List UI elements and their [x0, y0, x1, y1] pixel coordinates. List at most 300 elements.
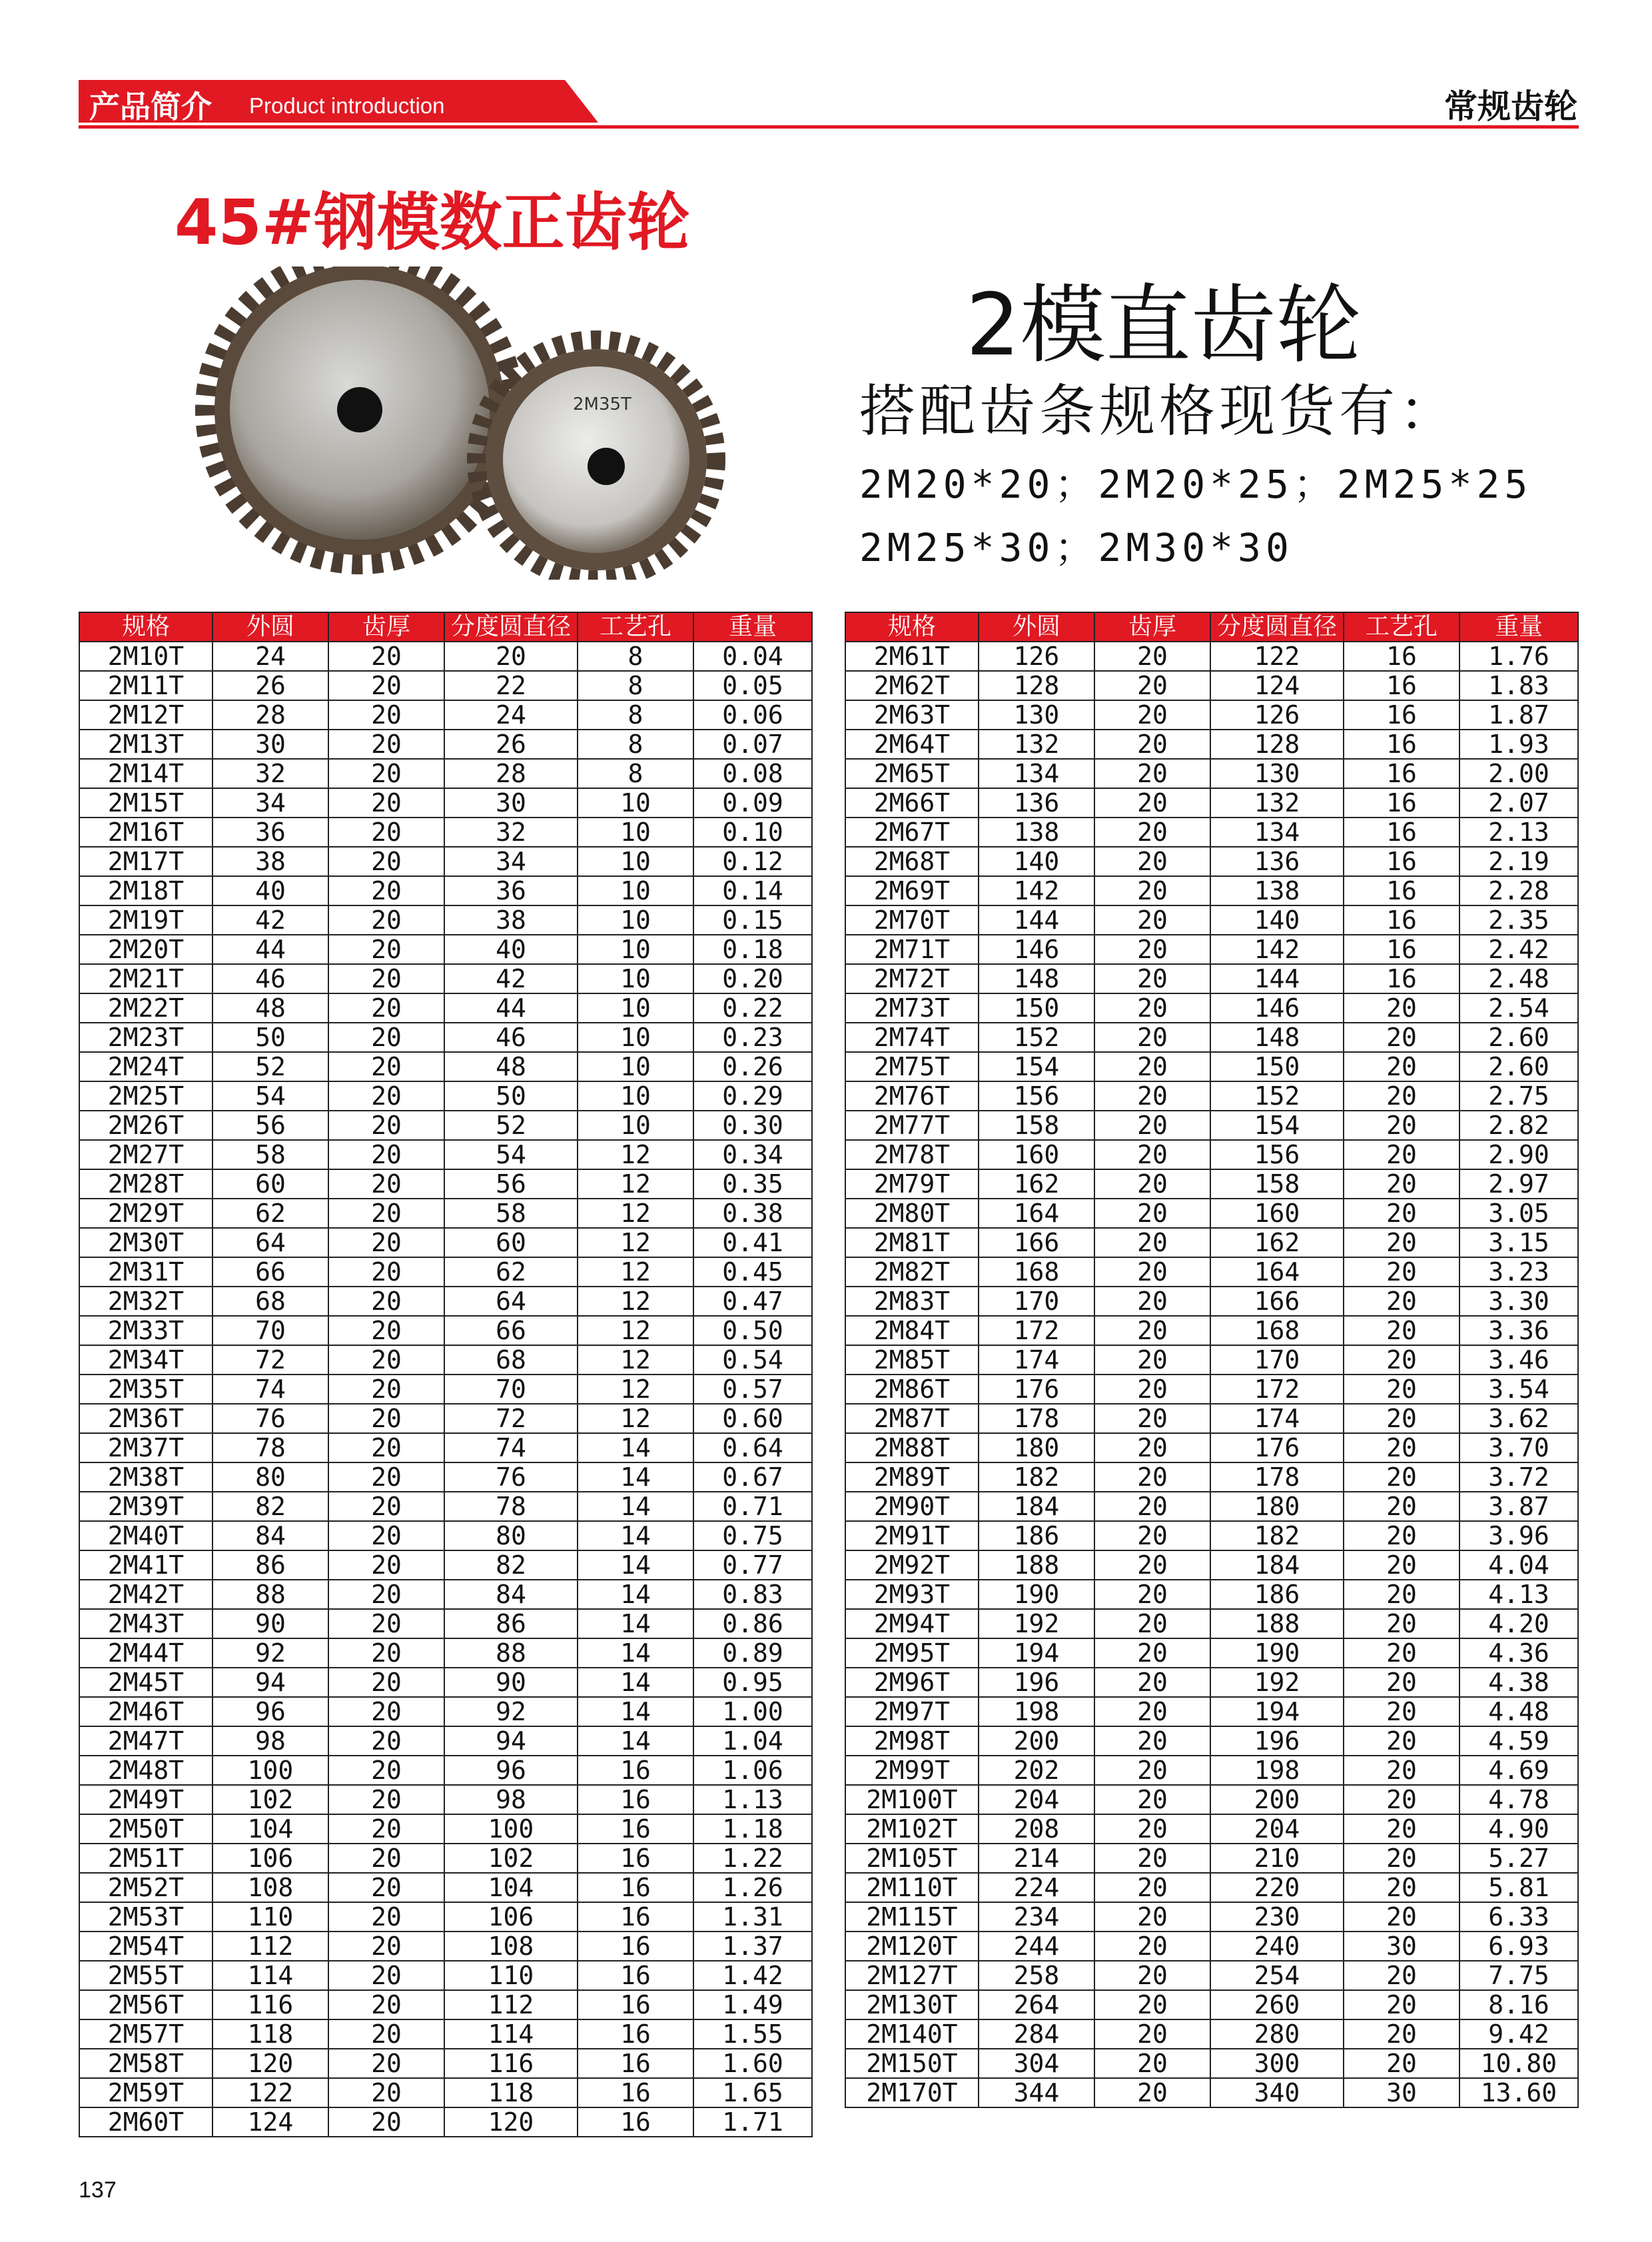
- cell-spec: 2M130T: [845, 1990, 979, 2019]
- cell-spec: 2M67T: [845, 818, 979, 847]
- cell-pitch-diameter: 100: [444, 1814, 578, 1844]
- table-row: [79, 1345, 812, 1375]
- cell-tooth-thickness: 20: [1094, 1375, 1210, 1404]
- cell-tooth-thickness: 20: [328, 1433, 444, 1462]
- table-row: [79, 964, 812, 993]
- table-row: [845, 905, 1578, 935]
- cell-bore: 14: [578, 1697, 693, 1726]
- cell-spec: 2M21T: [79, 964, 212, 993]
- rack-specs-line-1: 2M20*20；2M20*25；2M25*25: [859, 462, 1533, 507]
- cell-weight: 1.83: [1459, 671, 1578, 700]
- cell-spec: 2M92T: [845, 1550, 979, 1580]
- cell-outer-diameter: 200: [979, 1726, 1094, 1756]
- cell-bore: 10: [578, 847, 693, 876]
- cell-pitch-diameter: 184: [1210, 1550, 1344, 1580]
- cell-weight: 0.77: [693, 1550, 812, 1580]
- cell-weight: 2.28: [1459, 876, 1578, 905]
- cell-bore: 20: [1344, 1668, 1459, 1697]
- cell-weight: 0.06: [693, 700, 812, 730]
- cell-spec: 2M93T: [845, 1580, 979, 1609]
- table-row: [79, 1492, 812, 1521]
- cell-pitch-diameter: 144: [1210, 964, 1344, 993]
- cell-tooth-thickness: 20: [1094, 1668, 1210, 1697]
- cell-pitch-diameter: 280: [1210, 2019, 1344, 2049]
- cell-bore: 10: [578, 964, 693, 993]
- table-row: [79, 1081, 812, 1111]
- cell-outer-diameter: 82: [212, 1492, 328, 1521]
- cell-spec: 2M71T: [845, 935, 979, 964]
- cell-tooth-thickness: 20: [328, 788, 444, 818]
- cell-weight: 1.42: [693, 1961, 812, 1990]
- cell-spec: 2M20T: [79, 935, 212, 964]
- cell-tooth-thickness: 20: [328, 876, 444, 905]
- cell-spec: 2M23T: [79, 1023, 212, 1052]
- cell-tooth-thickness: 20: [1094, 1521, 1210, 1550]
- cell-weight: 2.00: [1459, 759, 1578, 788]
- table-row: [79, 1169, 812, 1199]
- cell-weight: 4.36: [1459, 1638, 1578, 1668]
- cell-tooth-thickness: 20: [328, 1668, 444, 1697]
- cell-bore: 8: [578, 700, 693, 730]
- cell-pitch-diameter: 122: [1210, 642, 1344, 671]
- cell-bore: 20: [1344, 1756, 1459, 1785]
- cell-bore: 14: [578, 1580, 693, 1609]
- table-row: [79, 1375, 812, 1404]
- cell-bore: 16: [578, 1902, 693, 1932]
- cell-spec: 2M88T: [845, 1433, 979, 1462]
- table-row: [845, 1169, 1578, 1199]
- cell-pitch-diameter: 210: [1210, 1844, 1344, 1873]
- cell-bore: 20: [1344, 1169, 1459, 1199]
- cell-spec: 2M98T: [845, 1726, 979, 1756]
- table-row: [79, 1785, 812, 1814]
- cell-pitch-diameter: 52: [444, 1111, 578, 1140]
- cell-outer-diameter: 86: [212, 1550, 328, 1580]
- module-title: 2模直齿轮: [966, 276, 1362, 375]
- cell-weight: 0.18: [693, 935, 812, 964]
- table-row: [79, 993, 812, 1023]
- cell-bore: 8: [578, 759, 693, 788]
- cell-weight: 6.33: [1459, 1902, 1578, 1932]
- table-row: [79, 1902, 812, 1932]
- table-row: [845, 1609, 1578, 1638]
- cell-outer-diameter: 66: [212, 1257, 328, 1287]
- cell-bore: 20: [1344, 1492, 1459, 1521]
- cell-weight: 0.60: [693, 1404, 812, 1433]
- cell-pitch-diameter: 58: [444, 1199, 578, 1228]
- cell-bore: 20: [1344, 1199, 1459, 1228]
- table-row: [845, 876, 1578, 905]
- cell-spec: 2M42T: [79, 1580, 212, 1609]
- cell-pitch-diameter: 152: [1210, 1081, 1344, 1111]
- cell-tooth-thickness: 20: [1094, 788, 1210, 818]
- cell-spec: 2M66T: [845, 788, 979, 818]
- cell-outer-diameter: 60: [212, 1169, 328, 1199]
- cell-pitch-diameter: 22: [444, 671, 578, 700]
- cell-outer-diameter: 24: [212, 642, 328, 671]
- cell-tooth-thickness: 20: [1094, 847, 1210, 876]
- cell-tooth-thickness: 20: [328, 1785, 444, 1814]
- cell-weight: 0.67: [693, 1462, 812, 1492]
- cell-weight: 2.90: [1459, 1140, 1578, 1169]
- cell-spec: 2M81T: [845, 1228, 979, 1257]
- table-header-row: [845, 612, 1578, 642]
- table-row: [845, 1697, 1578, 1726]
- cell-bore: 20: [1344, 1990, 1459, 2019]
- cell-bore: 20: [1344, 1404, 1459, 1433]
- cell-spec: 2M90T: [845, 1492, 979, 1521]
- cell-pitch-diameter: 46: [444, 1023, 578, 1052]
- cell-tooth-thickness: 20: [1094, 1961, 1210, 1990]
- cell-tooth-thickness: 20: [1094, 964, 1210, 993]
- cell-weight: 0.07: [693, 730, 812, 759]
- section-header-band: [79, 80, 598, 123]
- cell-weight: 3.72: [1459, 1462, 1578, 1492]
- cell-outer-diameter: 88: [212, 1580, 328, 1609]
- cell-tooth-thickness: 20: [328, 1375, 444, 1404]
- cell-weight: 4.48: [1459, 1697, 1578, 1726]
- cell-outer-diameter: 106: [212, 1844, 328, 1873]
- cell-pitch-diameter: 94: [444, 1726, 578, 1756]
- cell-weight: 3.15: [1459, 1228, 1578, 1257]
- large-gear: [205, 267, 514, 564]
- cell-pitch-diameter: 180: [1210, 1492, 1344, 1521]
- cell-tooth-thickness: 20: [328, 1609, 444, 1638]
- cell-tooth-thickness: 20: [1094, 1404, 1210, 1433]
- cell-spec: 2M170T: [845, 2078, 979, 2107]
- cell-weight: 0.04: [693, 642, 812, 671]
- cell-weight: 1.49: [693, 1990, 812, 2019]
- cell-pitch-diameter: 162: [1210, 1228, 1344, 1257]
- cell-bore: 14: [578, 1521, 693, 1550]
- cell-outer-diameter: 144: [979, 905, 1094, 935]
- col-header-spec: 规格: [79, 612, 212, 642]
- rack-availability-label: 搭配齿条规格现货有：: [859, 378, 1459, 444]
- col-header-weight: 重量: [1459, 612, 1578, 642]
- table-row: [79, 1257, 812, 1287]
- cell-weight: 3.46: [1459, 1345, 1578, 1375]
- cell-pitch-diameter: 50: [444, 1081, 578, 1111]
- cell-tooth-thickness: 20: [1094, 730, 1210, 759]
- cell-outer-diameter: 150: [979, 993, 1094, 1023]
- cell-bore: 20: [1344, 1111, 1459, 1140]
- cell-pitch-diameter: 198: [1210, 1756, 1344, 1785]
- cell-spec: 2M52T: [79, 1873, 212, 1902]
- cell-pitch-diameter: 38: [444, 905, 578, 935]
- table-row: [79, 1756, 812, 1785]
- cell-spec: 2M69T: [845, 876, 979, 905]
- cell-outer-diameter: 112: [212, 1932, 328, 1961]
- table-row: [845, 1316, 1578, 1345]
- cell-tooth-thickness: 20: [1094, 876, 1210, 905]
- cell-spec: 2M64T: [845, 730, 979, 759]
- table-row: [845, 1844, 1578, 1873]
- table-row: [845, 2078, 1578, 2107]
- cell-spec: 2M11T: [79, 671, 212, 700]
- cell-pitch-diameter: 104: [444, 1873, 578, 1902]
- cell-bore: 16: [578, 2107, 693, 2137]
- cell-bore: 12: [578, 1169, 693, 1199]
- table-row: [79, 1873, 812, 1902]
- cell-weight: 10.80: [1459, 2049, 1578, 2078]
- cell-outer-diameter: 174: [979, 1345, 1094, 1375]
- cell-bore: 16: [1344, 818, 1459, 847]
- cell-spec: 2M31T: [79, 1257, 212, 1287]
- cell-outer-diameter: 94: [212, 1668, 328, 1697]
- cell-weight: 0.89: [693, 1638, 812, 1668]
- table-row: [79, 2078, 812, 2107]
- cell-spec: 2M48T: [79, 1756, 212, 1785]
- cell-bore: 20: [1344, 1433, 1459, 1462]
- cell-bore: 14: [578, 1550, 693, 1580]
- cell-tooth-thickness: 20: [1094, 1902, 1210, 1932]
- product-title: 45#钢模数正齿轮: [175, 187, 690, 259]
- cell-weight: 2.75: [1459, 1081, 1578, 1111]
- cell-outer-diameter: 128: [979, 671, 1094, 700]
- cell-spec: 2M45T: [79, 1668, 212, 1697]
- cell-outer-diameter: 208: [979, 1814, 1094, 1844]
- cell-bore: 8: [578, 642, 693, 671]
- cell-spec: 2M12T: [79, 700, 212, 730]
- cell-outer-diameter: 132: [979, 730, 1094, 759]
- table-row: [845, 1023, 1578, 1052]
- cell-tooth-thickness: 20: [1094, 671, 1210, 700]
- table-row: [845, 788, 1578, 818]
- cell-tooth-thickness: 20: [1094, 1228, 1210, 1257]
- cell-outer-diameter: 108: [212, 1873, 328, 1902]
- cell-pitch-diameter: 80: [444, 1521, 578, 1550]
- cell-spec: 2M43T: [79, 1609, 212, 1638]
- cell-spec: 2M15T: [79, 788, 212, 818]
- cell-outer-diameter: 90: [212, 1609, 328, 1638]
- cell-pitch-diameter: 140: [1210, 905, 1344, 935]
- cell-outer-diameter: 122: [212, 2078, 328, 2107]
- cell-bore: 12: [578, 1228, 693, 1257]
- cell-tooth-thickness: 20: [1094, 1873, 1210, 1902]
- table-row: [845, 1726, 1578, 1756]
- cell-outer-diameter: 166: [979, 1228, 1094, 1257]
- cell-weight: 4.78: [1459, 1785, 1578, 1814]
- table-row: [79, 730, 812, 759]
- cell-outer-diameter: 104: [212, 1814, 328, 1844]
- cell-bore: 20: [1344, 1785, 1459, 1814]
- cell-pitch-diameter: 56: [444, 1169, 578, 1199]
- table-row: [845, 1433, 1578, 1462]
- cell-tooth-thickness: 20: [1094, 1257, 1210, 1287]
- table-row: [79, 1140, 812, 1169]
- cell-spec: 2M58T: [79, 2049, 212, 2078]
- cell-weight: 0.10: [693, 818, 812, 847]
- cell-tooth-thickness: 20: [1094, 1609, 1210, 1638]
- cell-outer-diameter: 70: [212, 1316, 328, 1345]
- table-row: [845, 1052, 1578, 1081]
- cell-outer-diameter: 124: [212, 2107, 328, 2137]
- cell-pitch-diameter: 150: [1210, 1052, 1344, 1081]
- table-row: [845, 1111, 1578, 1140]
- cell-bore: 16: [1344, 700, 1459, 730]
- cell-bore: 20: [1344, 1697, 1459, 1726]
- cell-bore: 10: [578, 788, 693, 818]
- table-row: [845, 1081, 1578, 1111]
- cell-pitch-diameter: 116: [444, 2049, 578, 2078]
- cell-weight: 4.04: [1459, 1550, 1578, 1580]
- cell-outer-diameter: 204: [979, 1785, 1094, 1814]
- table-row: [79, 1638, 812, 1668]
- cell-tooth-thickness: 20: [1094, 935, 1210, 964]
- cell-pitch-diameter: 84: [444, 1580, 578, 1609]
- cell-bore: 16: [1344, 905, 1459, 935]
- cell-pitch-diameter: 192: [1210, 1668, 1344, 1697]
- table-row: [79, 1287, 812, 1316]
- cell-spec: 2M50T: [79, 1814, 212, 1844]
- cell-outer-diameter: 162: [979, 1169, 1094, 1199]
- cell-weight: 4.38: [1459, 1668, 1578, 1697]
- cell-pitch-diameter: 230: [1210, 1902, 1344, 1932]
- cell-bore: 16: [578, 1932, 693, 1961]
- cell-outer-diameter: 100: [212, 1756, 328, 1785]
- cell-tooth-thickness: 20: [328, 905, 444, 935]
- cell-outer-diameter: 34: [212, 788, 328, 818]
- cell-pitch-diameter: 44: [444, 993, 578, 1023]
- cell-tooth-thickness: 20: [1094, 642, 1210, 671]
- cell-tooth-thickness: 20: [1094, 1550, 1210, 1580]
- table-row: [79, 759, 812, 788]
- cell-outer-diameter: 304: [979, 2049, 1094, 2078]
- cell-tooth-thickness: 20: [328, 1228, 444, 1257]
- table-row: [79, 1609, 812, 1638]
- cell-tooth-thickness: 20: [1094, 1814, 1210, 1844]
- cell-weight: 0.30: [693, 1111, 812, 1140]
- table-row: [845, 1668, 1578, 1697]
- cell-bore: 20: [1344, 1609, 1459, 1638]
- cell-weight: 2.19: [1459, 847, 1578, 876]
- cell-spec: 2M33T: [79, 1316, 212, 1345]
- table-row: [79, 1726, 812, 1756]
- page-number: 137: [79, 2177, 117, 2203]
- cell-pitch-diameter: 74: [444, 1433, 578, 1462]
- cell-spec: 2M115T: [845, 1902, 979, 1932]
- cell-spec: 2M51T: [79, 1844, 212, 1873]
- cell-spec: 2M28T: [79, 1169, 212, 1199]
- cell-spec: 2M95T: [845, 1638, 979, 1668]
- cell-pitch-diameter: 204: [1210, 1814, 1344, 1844]
- cell-weight: 0.75: [693, 1521, 812, 1550]
- cell-weight: 0.09: [693, 788, 812, 818]
- cell-outer-diameter: 28: [212, 700, 328, 730]
- cell-bore: 14: [578, 1726, 693, 1756]
- cell-bore: 10: [578, 1052, 693, 1081]
- col-header-tooth-thickness: 齿厚: [328, 612, 444, 642]
- cell-spec: 2M10T: [79, 642, 212, 671]
- table-row: [79, 876, 812, 905]
- cell-spec: 2M59T: [79, 2078, 212, 2107]
- cell-bore: 14: [578, 1638, 693, 1668]
- cell-weight: 1.18: [693, 1814, 812, 1844]
- cell-weight: 0.50: [693, 1316, 812, 1345]
- cell-outer-diameter: 76: [212, 1404, 328, 1433]
- cell-spec: 2M39T: [79, 1492, 212, 1521]
- cell-outer-diameter: 30: [212, 730, 328, 759]
- cell-bore: 14: [578, 1433, 693, 1462]
- cell-tooth-thickness: 20: [1094, 1785, 1210, 1814]
- cell-weight: 0.54: [693, 1345, 812, 1375]
- cell-weight: 1.26: [693, 1873, 812, 1902]
- cell-pitch-diameter: 340: [1210, 2078, 1344, 2107]
- table-row: [845, 1638, 1578, 1668]
- cell-pitch-diameter: 138: [1210, 876, 1344, 905]
- cell-bore: 16: [578, 2049, 693, 2078]
- cell-spec: 2M61T: [845, 642, 979, 671]
- cell-pitch-diameter: 92: [444, 1697, 578, 1726]
- cell-bore: 20: [1344, 1638, 1459, 1668]
- cell-weight: 3.36: [1459, 1316, 1578, 1345]
- cell-pitch-diameter: 72: [444, 1404, 578, 1433]
- cell-weight: 0.20: [693, 964, 812, 993]
- cell-outer-diameter: 186: [979, 1521, 1094, 1550]
- cell-weight: 4.59: [1459, 1726, 1578, 1756]
- cell-bore: 20: [1344, 1081, 1459, 1111]
- cell-weight: 0.71: [693, 1492, 812, 1521]
- cell-outer-diameter: 36: [212, 818, 328, 847]
- cell-outer-diameter: 148: [979, 964, 1094, 993]
- cell-bore: 12: [578, 1140, 693, 1169]
- cell-weight: 2.13: [1459, 818, 1578, 847]
- cell-outer-diameter: 198: [979, 1697, 1094, 1726]
- table-row: [79, 1580, 812, 1609]
- cell-outer-diameter: 118: [212, 2019, 328, 2049]
- cell-bore: 12: [578, 1316, 693, 1345]
- cell-outer-diameter: 140: [979, 847, 1094, 876]
- cell-weight: 2.60: [1459, 1052, 1578, 1081]
- table-row: [845, 1814, 1578, 1844]
- cell-spec: 2M150T: [845, 2049, 979, 2078]
- cell-pitch-diameter: 188: [1210, 1609, 1344, 1638]
- cell-outer-diameter: 154: [979, 1052, 1094, 1081]
- cell-pitch-diameter: 26: [444, 730, 578, 759]
- cell-pitch-diameter: 260: [1210, 1990, 1344, 2019]
- cell-tooth-thickness: 20: [328, 759, 444, 788]
- cell-pitch-diameter: 108: [444, 1932, 578, 1961]
- cell-pitch-diameter: 254: [1210, 1961, 1344, 1990]
- cell-spec: 2M56T: [79, 1990, 212, 2019]
- cell-outer-diameter: 116: [212, 1990, 328, 2019]
- cell-pitch-diameter: 190: [1210, 1638, 1344, 1668]
- table-row: [845, 993, 1578, 1023]
- cell-tooth-thickness: 20: [328, 1961, 444, 1990]
- cell-weight: 1.04: [693, 1726, 812, 1756]
- cell-weight: 7.75: [1459, 1961, 1578, 1990]
- table-row: [845, 1492, 1578, 1521]
- cell-pitch-diameter: 196: [1210, 1726, 1344, 1756]
- cell-weight: 4.69: [1459, 1756, 1578, 1785]
- cell-outer-diameter: 78: [212, 1433, 328, 1462]
- cell-tooth-thickness: 20: [328, 1990, 444, 2019]
- cell-outer-diameter: 258: [979, 1961, 1094, 1990]
- cell-weight: 0.86: [693, 1609, 812, 1638]
- cell-bore: 14: [578, 1668, 693, 1697]
- cell-pitch-diameter: 96: [444, 1756, 578, 1785]
- cell-weight: 4.90: [1459, 1814, 1578, 1844]
- cell-weight: 3.23: [1459, 1257, 1578, 1287]
- cell-pitch-diameter: 120: [444, 2107, 578, 2137]
- cell-pitch-diameter: 146: [1210, 993, 1344, 1023]
- table-row: [845, 730, 1578, 759]
- cell-spec: 2M29T: [79, 1199, 212, 1228]
- cell-bore: 16: [578, 1844, 693, 1873]
- cell-tooth-thickness: 20: [1094, 1990, 1210, 2019]
- cell-bore: 20: [1344, 1023, 1459, 1052]
- cell-spec: 2M65T: [845, 759, 979, 788]
